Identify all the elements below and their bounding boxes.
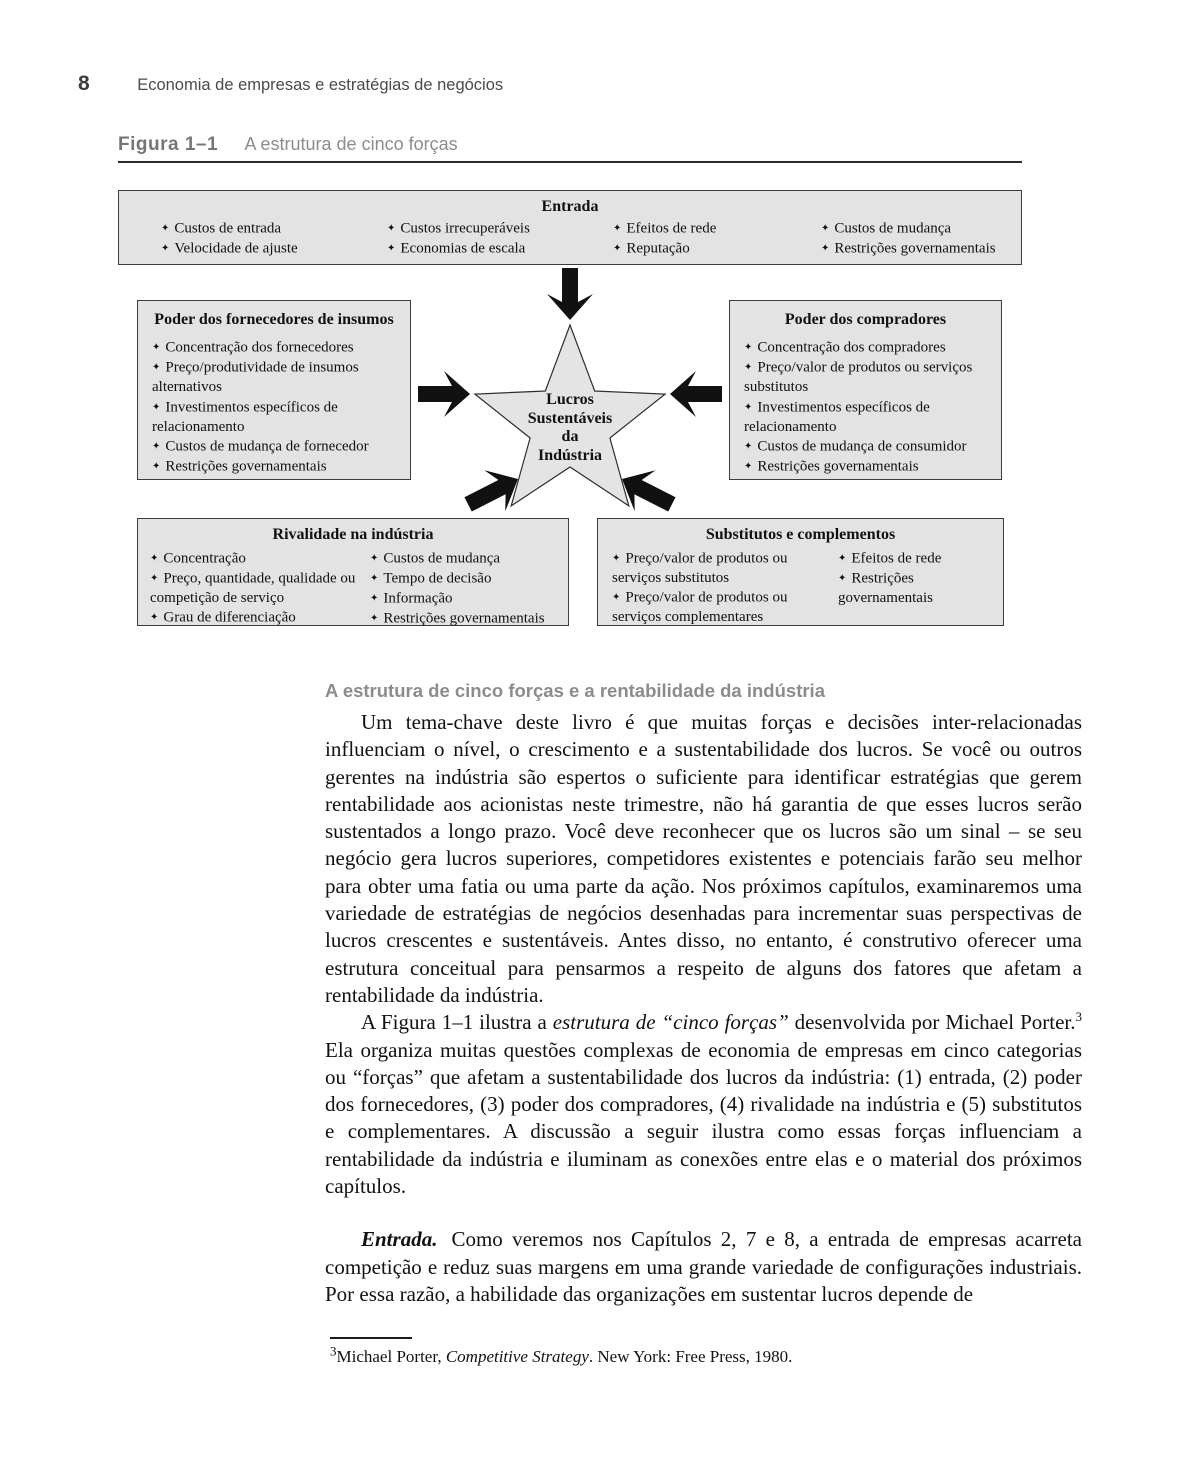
entrada-col-3 [613,219,716,259]
list-item [838,569,996,608]
list-item [152,398,400,437]
footnote-segment: Michael Porter, [336,1347,446,1366]
footnote-rule [330,1337,412,1339]
footnote-book-title: Competitive Strategy [445,1347,589,1366]
list-item [613,219,716,239]
paragraph-text: Um tema-chave deste livro é que muitas forças e decisões inter-relacionadas influenciam o nível, o crescimento e a sustentabilidade dos lucros. Se você ou outros gerentes na indústria são espertos o suficiente para identificar estratégias que gerem rentabilidade aos acionistas neste trimestre, não há garantia de que esses lucros serão sustentados a longo prazo. Você deve reconhecer que os lucros são um sinal – se seu negócio gera lucros superiores, competidores existentes e potenciais farão seu melhor para obter uma fatia ou uma parte da ação. Nos próximos capítulos, examinaremos uma variedade de estratégias de negócios desenhadas para incrementar suas perspectivas de lucros crescentes e sustentáveis. Antes disso, no entanto, é construtivo oferecer uma estrutura conceitual para pensarmos a respeito de alguns dos fatores que afetam a rentabilidade da indústria. [325,710,1082,1007]
bullet-icon: ✦ [150,553,159,564]
box-entrada [118,190,1022,265]
figure-label: Figura 1–1 [118,134,219,155]
paragraph-text: Como veremos nos Capítulos 2, 7 e 8, a entrada de empresas acarreta competição e reduz suas margens em uma grande variedade de configurações industriais. Por essa razão, a habilidade das organizações em sustentar lucros depende de [325,1227,1082,1306]
list-item-text: Tempo de decisão [383,570,492,587]
list-item [821,219,996,239]
paragraph-2 [325,1009,1082,1200]
paragraph-text: A Figura 1–1 ilustra a [361,1010,553,1035]
bullet-icon: ✦ [744,440,753,452]
compradores-items [744,338,991,476]
bullet-icon: ✦ [613,242,622,254]
bullet-icon: ✦ [370,592,379,604]
bullet-icon: ✦ [370,553,379,564]
bullet-icon: ✦ [744,342,753,354]
paragraph-3 [325,1226,1082,1308]
bullet-icon: ✦ [744,460,753,472]
bullet-icon: ✦ [152,460,161,472]
list-item-text: Investimentos específicos de relacionamento [152,399,338,435]
bullet-icon: ✦ [152,440,161,452]
footnote-marker: 3 [1075,1009,1082,1025]
footnote [330,1337,1030,1367]
list-item [612,588,834,627]
list-item [612,549,834,588]
list-item [613,239,716,259]
list-item-text: Velocidade de ajuste [174,240,298,257]
bullet-icon: ✦ [370,612,379,624]
list-item-text: Investimentos específicos de relacionamento [744,399,930,435]
box-entrada-title: Entrada [541,198,599,215]
list-item-text: Custos de mudança [383,550,501,567]
list-item-text: Concentração [163,550,246,567]
bullet-icon: ✦ [838,572,847,584]
list-item [821,239,996,259]
list-item [370,569,562,589]
list-item-text: Custos de entrada [174,220,282,237]
list-item [370,549,562,569]
star-label [495,391,645,465]
run-in-heading: Entrada. [361,1227,438,1252]
section-heading: A estrutura de cinco forças e a rentabilidade da indústria [325,680,825,701]
bullet-icon: ✦ [744,362,753,374]
list-item-text: Preço, quantidade, qualidade ou competição de serviço [150,570,356,606]
rivalidade-col-1 [150,549,368,628]
list-item [161,239,298,259]
body-column [325,680,1082,1308]
bullet-icon: ✦ [838,553,847,564]
list-item-text: Custos de mudança [834,220,952,237]
bullet-icon: ✦ [152,401,161,413]
bullet-icon: ✦ [821,242,830,254]
list-item [744,457,991,477]
star-label-line: Sustentáveis [527,409,613,427]
bullet-icon: ✦ [387,223,396,234]
bullet-icon: ✦ [152,342,161,354]
bullet-icon: ✦ [613,223,622,234]
bullet-icon: ✦ [150,612,159,624]
arrow-right [670,371,722,417]
arrow-top [547,268,593,320]
box-fornecedores [137,300,411,480]
list-item-text: Informação [383,590,453,607]
list-item [152,437,400,457]
bullet-icon: ✦ [387,242,396,254]
bullet-icon: ✦ [161,242,170,254]
list-item-text: Restrições governamentais [757,458,919,475]
entrada-col-2 [387,219,530,259]
box-fornecedores-title: Poder dos fornecedores de insumos [154,311,394,328]
list-item-text: Efeitos de rede [851,550,942,567]
five-forces-figure [0,0,1182,660]
box-rivalidade [137,518,569,626]
list-item [744,358,991,397]
list-item-text: Restrições governamentais [383,610,545,627]
bullet-icon: ✦ [612,592,621,604]
list-item [744,398,991,437]
list-item-text: Preço/valor de produtos ou serviços substitutos [744,359,973,396]
list-item-text: Restrições governamentais [838,570,933,606]
list-item [838,549,996,569]
page-number: 8 [78,72,91,95]
entrada-col-1 [161,219,298,259]
italic-phrase: estrutura de “cinco forças” [552,1010,789,1035]
list-item-text: Custos irrecuperáveis [400,220,530,237]
bullet-icon: ✦ [821,223,830,234]
list-item [744,338,991,358]
list-item [152,358,400,397]
box-substitutos [597,518,1004,626]
list-item-text: Preço/valor de produtos ou serviços substitutos [612,550,788,586]
list-item-text: Concentração dos fornecedores [165,339,354,356]
bullet-icon: ✦ [152,362,161,374]
box-substitutos-title: Substitutos e complementos [705,526,896,543]
paragraph-1 [325,709,1082,1009]
list-item [370,589,562,609]
list-item [150,569,368,608]
footnote-segment: . New York: Free Press, 1980. [588,1347,793,1366]
entrada-col-4 [821,219,996,259]
list-item-text: Efeitos de rede [626,220,717,237]
arrow-left [418,371,470,417]
list-item-text: Reputação [626,240,690,257]
bullet-icon: ✦ [161,223,170,234]
list-item-text: Preço/produtividade de insumos alternativos [152,359,359,396]
bullet-icon: ✦ [744,401,753,413]
rivalidade-col-2 [370,549,562,629]
box-compradores-title: Poder dos compradores [784,311,947,328]
list-item-text: Concentração dos compradores [757,339,946,356]
list-item-text: Custos de mudança de fornecedor [165,438,369,455]
list-item-text: Economias de escala [400,240,526,257]
substitutos-col-2 [838,549,996,608]
star-label-line: Indústria [537,446,603,464]
figure-title: A estrutura de cinco forças [244,134,458,154]
list-item [152,338,400,358]
list-item-text: Custos de mudança de consumidor [757,438,967,455]
star-label-line: Lucros [546,391,594,408]
list-item [152,457,400,477]
list-item [150,608,368,628]
list-item-text: Restrições governamentais [834,240,996,257]
list-item-text: Grau de diferenciação [163,609,296,626]
bullet-icon: ✦ [612,553,621,564]
fornecedores-items [152,338,400,476]
list-item [744,437,991,457]
star-label-line: da [561,428,579,445]
substitutos-col-1 [612,549,834,628]
list-item [370,609,562,629]
list-item [150,549,368,569]
bullet-icon: ✦ [150,572,159,584]
paragraph-text: desenvolvida por Michael Porter. [788,1010,1076,1035]
list-item-text: Preço/valor de produtos ou serviços complementares [612,589,788,626]
list-item-text: Restrições governamentais [165,458,327,475]
footnote-number: 3 [330,1343,337,1359]
list-item [387,219,530,239]
footnote-text [330,1343,1030,1367]
paragraph-text: Ela organiza muitas questões complexas de economia de empresas em cinco categorias ou “forças” que afetam a sustentabilidade dos lucros da indústria: (1) entrada, (2) poder dos fornecedores, (3) poder dos compradores, (4) rivalidade na indústria e (5) substitutos e complementares. A discussão a seguir ilustra como essas forças influenciam a rentabilidade da indústria e iluminam as conexões entre elas e o material dos próximos capítulos. [325,1037,1082,1199]
box-compradores [729,300,1002,480]
box-rivalidade-title: Rivalidade na indústria [272,526,434,543]
list-item [387,239,530,259]
bullet-icon: ✦ [370,572,379,584]
running-title: Economia de empresas e estratégias de negócios [137,76,504,94]
list-item [161,219,298,239]
